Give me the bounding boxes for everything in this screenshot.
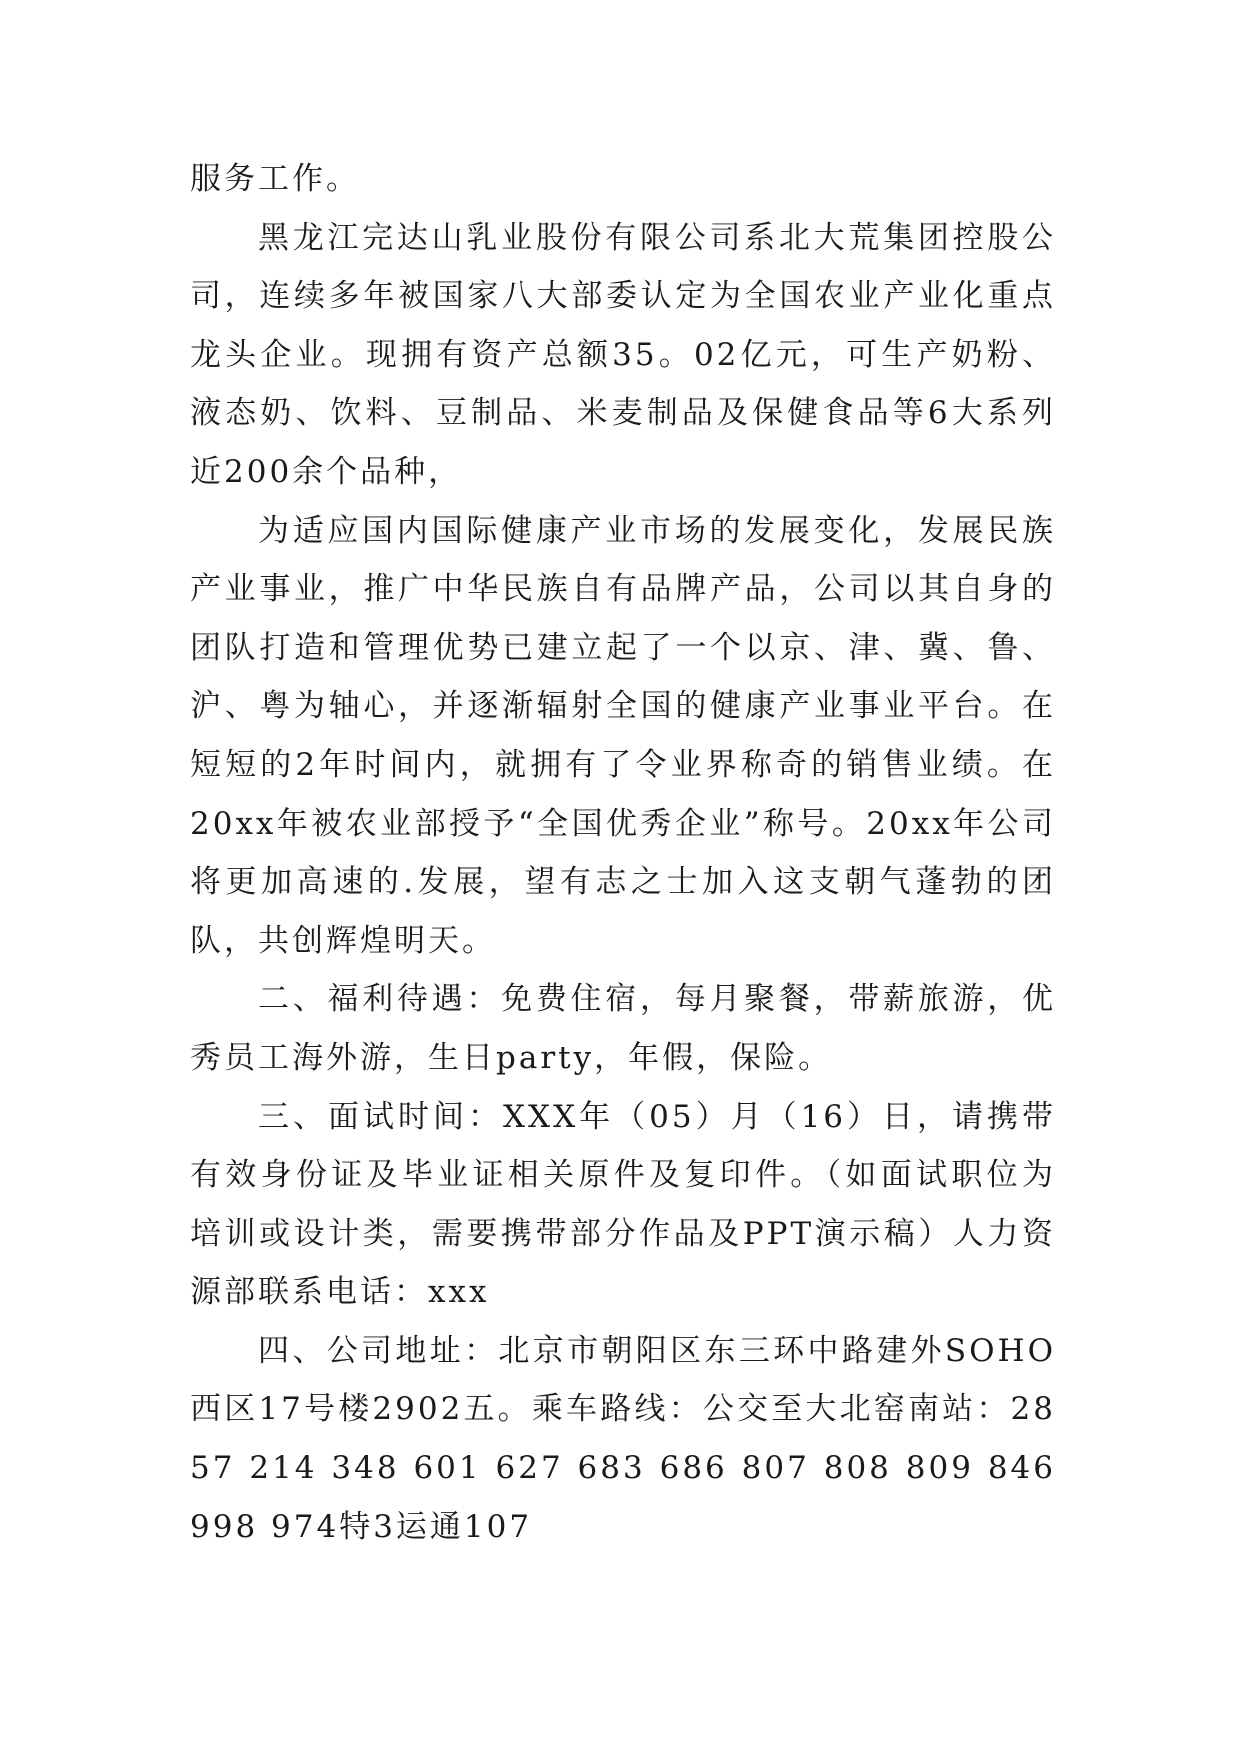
paragraph-company-intro: 黑龙江完达山乳业股份有限公司系北大荒集团控股公司，连续多年被国家八大部委认定为全国农业产业化重点龙头企业。现拥有资产总额35。02亿元，可生产奶粉、液态奶、饮料、豆制品、米麦制品及保健食品等6大系列近200余个品种， <box>190 219 1056 490</box>
paragraph-benefits: 二、福利待遇：免费住宿，每月聚餐，带薪旅游，优秀员工海外游，生日party，年假，保险。 <box>190 981 1056 1076</box>
paragraph-company-address: 四、公司地址：北京市朝阳区东三环中路建外SOHO西区17号楼2902五。乘车路线：公交至大北窑南站：28 57 214 348 601 627 683 686 807 808 809 846 998 974特3运通107 <box>190 1332 1056 1545</box>
paragraph-company-development: 为适应国内国际健康产业市场的发展变化，发展民族产业事业，推广中华民族自有品牌产品，公司以其自身的团队打造和管理优势已建立起了一个以京、津、冀、鲁、沪、粤为轴心，并逐渐辐射全国的健康产业事业平台。在短短的2年时间内，就拥有了令业界称奇的销售业绩。在20xx年被农业部授予“全国优秀企业”称号。20xx年公司将更加高速的.发展，望有志之士加入这支朝气蓬勃的团队，共创辉煌明天。 <box>190 512 1056 959</box>
document-body <box>190 150 1056 1556</box>
paragraph-continuation: 服务工作。 <box>190 161 360 197</box>
paragraph-interview-time: 三、面试时间：XXX年（05）月（16）日，请携带有效身份证及毕业证相关原件及复印件。（如面试职位为培训或设计类，需要携带部分作品及PPT演示稿）人力资源部联系电话：xxx <box>190 1098 1056 1311</box>
